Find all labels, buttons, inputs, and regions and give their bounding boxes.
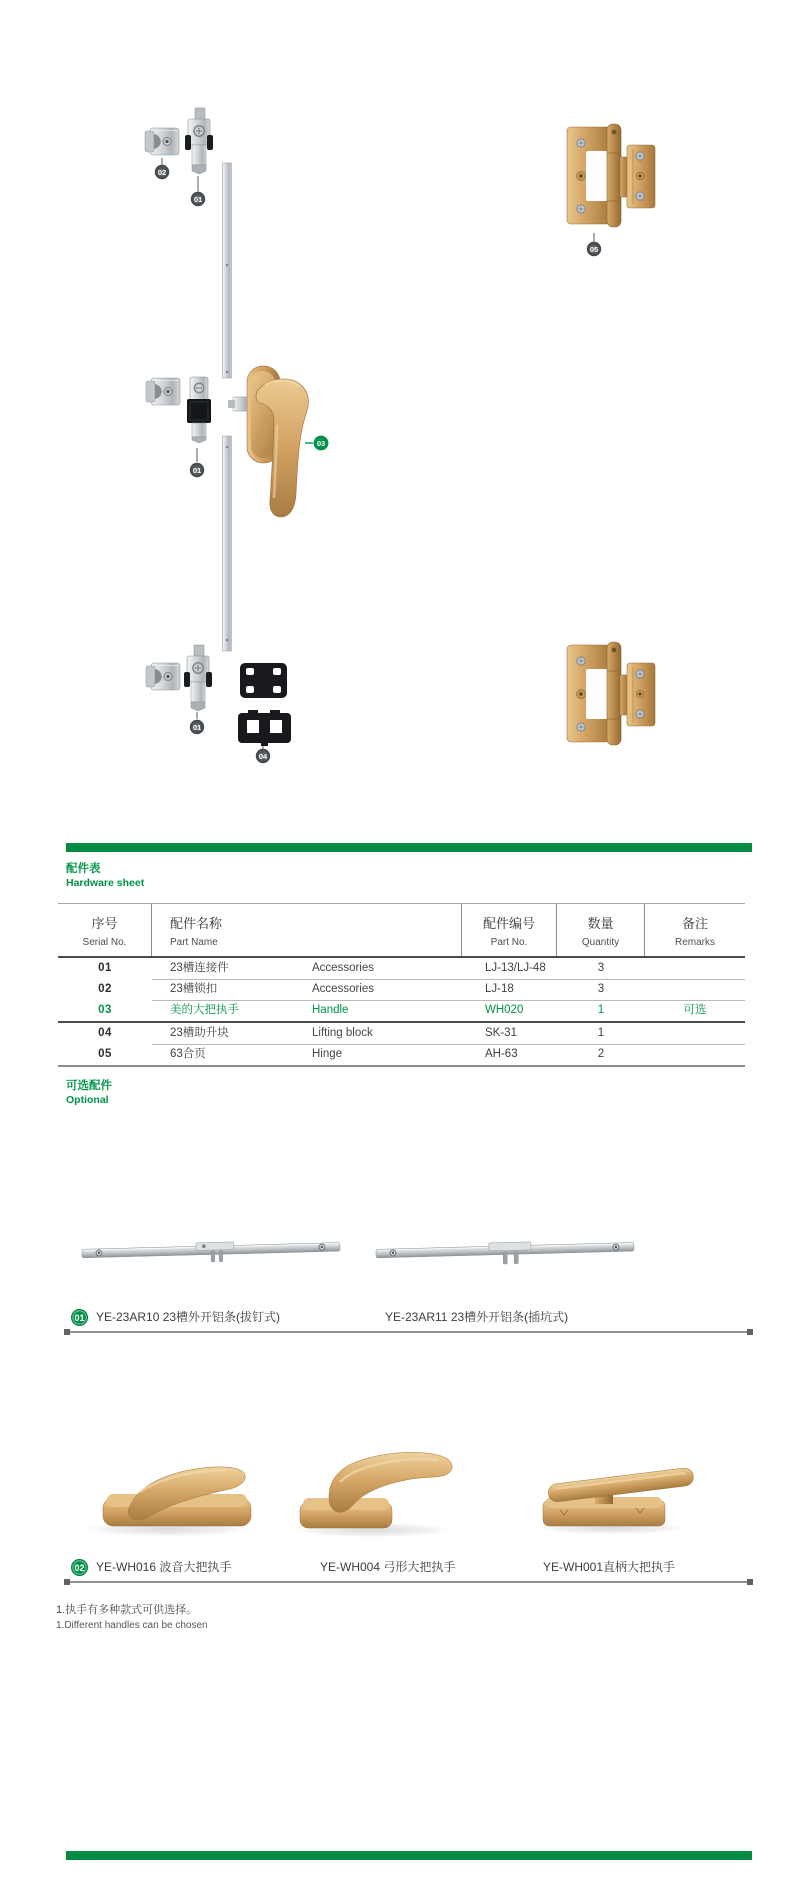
balloon-05 — [587, 233, 601, 256]
svg-text:01: 01 — [192, 722, 202, 732]
table-body — [58, 958, 745, 1067]
col-serial: 序号 Serial No. — [58, 904, 152, 956]
hardware-sheet-title-en: Hardware sheet — [66, 877, 145, 889]
section-bar-top — [66, 843, 752, 852]
keeper-part-top — [145, 128, 179, 155]
aluminium-strips-figure — [0, 1230, 800, 1300]
divider-end-left-2 — [64, 1579, 70, 1585]
connector-part-top — [185, 108, 213, 174]
table-row-highlighted: 03 美的大把执手 Handle WH020 1 可选 — [58, 1000, 745, 1021]
handle-bow — [300, 1452, 452, 1528]
hinge-part-bottom — [567, 642, 655, 745]
table-row: 05 63合页 Hinge AH-63 2 — [58, 1044, 745, 1065]
handle-straight — [543, 1467, 694, 1526]
optional-title-en: Optional — [66, 1094, 109, 1106]
divider-end-right-1 — [747, 1329, 753, 1335]
connector-part-bottom — [184, 645, 212, 711]
strip-slot-type — [376, 1239, 634, 1267]
svg-text:01: 01 — [193, 194, 203, 204]
col-partno: 配件编号 Part No. — [462, 904, 557, 956]
handle-label-3: YE-WH001直柄大把执手 — [543, 1560, 676, 1574]
optional-handles-figure — [0, 1420, 800, 1555]
divider-line-2 — [67, 1581, 750, 1583]
svg-text:03: 03 — [316, 438, 326, 448]
strip-pull-pin — [82, 1239, 340, 1265]
balloon-04 — [256, 746, 270, 763]
handle-label-1: YE-WH016 波音大把执手 — [96, 1560, 232, 1574]
col-name: 配件名称 Part Name — [152, 904, 462, 956]
svg-text:04: 04 — [258, 751, 268, 761]
table-row: 01 23槽连接件 Accessories LJ-13/LJ-48 3 — [98, 962, 605, 974]
lifting-block-part — [240, 663, 287, 698]
lock-block-part — [187, 377, 211, 443]
note-zh: 1.执手有多种款式可供选择。 — [56, 1604, 198, 1616]
optional-title-zh: 可选配件 — [66, 1080, 112, 1092]
optional-badge-02: 02 — [71, 1559, 88, 1576]
note-en: 1.Different handles can be chosen — [56, 1620, 208, 1631]
hardware-sheet-table — [58, 903, 745, 1067]
svg-text:02: 02 — [157, 167, 167, 177]
col-qty: 数量 Quantity — [557, 904, 645, 956]
assembly-diagram — [0, 0, 800, 800]
divider-end-left-1 — [64, 1329, 70, 1335]
window-handle — [228, 366, 308, 517]
lifting-block-part-2 — [238, 710, 291, 746]
keeper-part-middle — [146, 378, 180, 405]
col-remarks: 备注 Remarks — [674, 915, 715, 948]
balloon-02 — [155, 158, 169, 179]
hardware-sheet-title-zh: 配件表 — [66, 863, 101, 875]
balloon-01-bottom — [190, 712, 204, 734]
balloon-01-top — [191, 176, 205, 206]
handle-boeing — [103, 1467, 251, 1526]
balloon-03 — [305, 436, 328, 451]
strip-label-right: YE-23AR11 23槽外开铝条(插坑式) — [385, 1310, 569, 1324]
section-bar-bottom — [66, 1851, 752, 1860]
optional-badge-01: 01 — [71, 1309, 88, 1326]
svg-text:01: 01 — [192, 465, 202, 475]
handle-label-2: YE-WH004 弓形大把执手 — [320, 1560, 456, 1574]
svg-text:05: 05 — [589, 244, 599, 254]
table-row: 02 23槽锁扣 Accessories LJ-18 3 — [58, 979, 745, 1000]
table-header — [58, 903, 745, 958]
table-row: 04 23槽助升块 Lifting block SK-31 1 — [58, 1021, 745, 1044]
strip-label-left: YE-23AR10 23槽外开铝条(拔钉式) — [96, 1310, 281, 1324]
divider-line-1 — [67, 1331, 750, 1333]
keeper-part-bottom — [146, 663, 180, 690]
hinge-part-top — [567, 124, 655, 227]
divider-end-right-2 — [747, 1579, 753, 1585]
balloon-01-middle — [190, 448, 204, 477]
